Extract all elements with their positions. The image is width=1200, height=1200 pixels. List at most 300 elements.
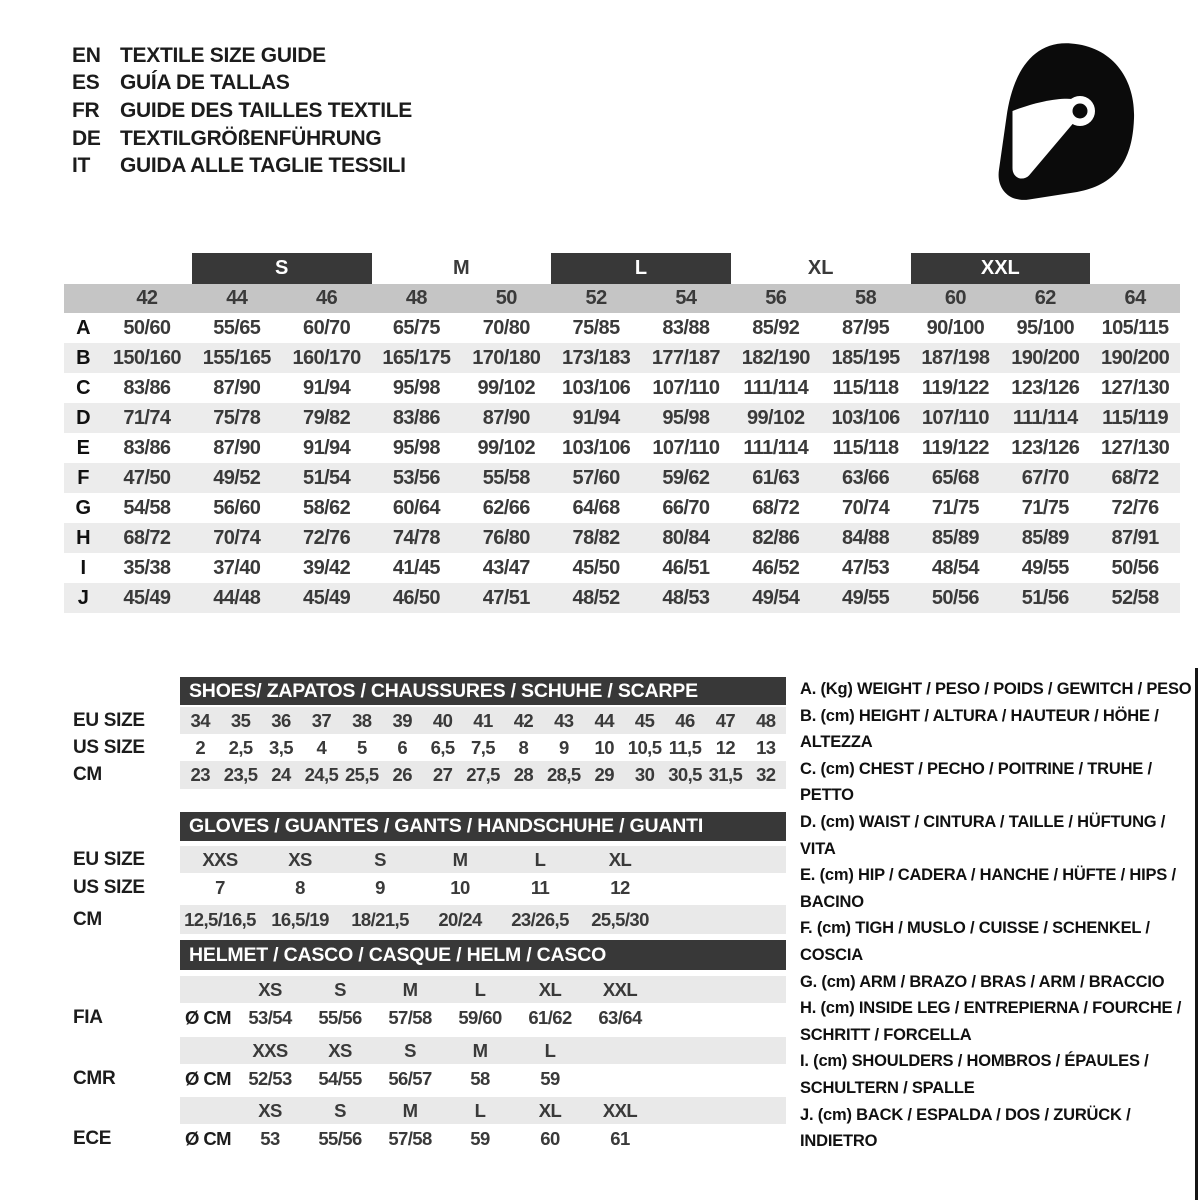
legend-item: I. (cm) SHOULDERS / HOMBROS / ÉPAULES / SCHULTERN / SPALLE [800, 1052, 1149, 1097]
helmet-size-header: L [544, 1039, 556, 1061]
shoes-us-value: 3,5 [269, 736, 293, 758]
value-cell: 48/52 [572, 586, 620, 609]
measure-row-i [64, 553, 1180, 583]
value-cell: 170/180 [472, 346, 541, 369]
helmet-fia-value: 61/62 [528, 1007, 572, 1028]
shoes-us-value: 9 [558, 736, 569, 758]
helmet-size-header: M [472, 1039, 488, 1061]
textile-size-table [64, 253, 1180, 613]
value-cell: 115/118 [832, 376, 899, 399]
language-row [72, 42, 412, 70]
shoes-us-row [180, 734, 786, 761]
value-cell: 150/160 [112, 346, 181, 369]
row-label: B [76, 346, 90, 369]
legend-item: G. (cm) ARM / BRAZO / BRAS / ARM / BRACCIO [800, 972, 1165, 991]
shoes-eu-row [180, 707, 786, 734]
value-cell: 103/106 [562, 376, 631, 399]
value-cell: 155/165 [202, 346, 271, 369]
corner-cell [64, 284, 102, 313]
value-cell: 55/58 [482, 466, 530, 489]
helmet-cmr-value: 58 [470, 1068, 490, 1089]
size-number: 58 [855, 287, 877, 309]
size-number: 46 [316, 287, 338, 309]
value-cell: 103/106 [562, 436, 631, 459]
value-cell: 123/126 [1011, 436, 1080, 459]
value-cell: 75/85 [572, 316, 620, 339]
language-title: GUÍA DE TALLAS [120, 71, 290, 95]
value-cell: 99/102 [746, 406, 805, 429]
value-cell: 48/53 [662, 586, 710, 609]
helmet-cmr-value: 56/57 [388, 1068, 432, 1089]
shoes-us-value: 5 [356, 736, 367, 758]
value-cell: 61/63 [752, 466, 800, 489]
gloves-eu-value: XL [608, 848, 632, 870]
value-cell: 46/52 [752, 556, 800, 579]
shoes-eu-value: 48 [756, 709, 776, 731]
value-cell: 49/55 [842, 586, 890, 609]
legend-item: C. (cm) CHEST / PECHO / POITRINE / TRUHE / PETTO [800, 759, 1152, 805]
helmet-ece-value: 61 [610, 1128, 630, 1149]
legend-item: J. (cm) BACK / ESPALDA / DOS / ZURÜCK / INDIETRO [800, 1105, 1131, 1151]
row-label: D [76, 406, 90, 429]
shoes-cm-value: 28 [513, 764, 534, 785]
value-cell: 45/49 [123, 586, 171, 609]
gloves-us-value: 12 [610, 877, 630, 898]
helmet-size-table [64, 940, 786, 1156]
value-cell: 107/110 [652, 376, 720, 399]
row-label: I [80, 556, 86, 579]
row-label: J [77, 586, 89, 609]
value-cell: 107/110 [921, 406, 989, 429]
row-label: C [76, 376, 90, 399]
shoes-us-value: 12 [715, 736, 736, 758]
value-cell: 107/110 [652, 436, 720, 459]
helmet-cmr-sizes-row [180, 1037, 786, 1064]
row-label: E [76, 436, 90, 459]
helmet-size-header: XXL [602, 1099, 638, 1121]
legend-item: B. (cm) HEIGHT / ALTURA / HAUTEUR / HÖHE / ALTEZZA [800, 706, 1159, 752]
value-cell: 165/175 [382, 346, 451, 369]
shoes-us-value: 10,5 [627, 736, 662, 758]
value-cell: 39/42 [303, 556, 351, 579]
shoes-cm-value: 27 [432, 764, 453, 785]
size-group-xxl: XXL [911, 253, 1091, 284]
measure-row-d [64, 403, 1180, 433]
value-cell: 123/126 [1011, 376, 1080, 399]
language-row [72, 125, 412, 153]
gloves-cm-label: CM [73, 908, 102, 930]
gloves-cm-value: 23/26,5 [511, 908, 569, 930]
gloves-eu-row [180, 846, 786, 873]
language-code: DE [72, 126, 101, 150]
row-label: G [75, 496, 91, 519]
gloves-cm-value: 25,5/30 [591, 908, 649, 930]
value-cell: 65/75 [392, 316, 440, 339]
value-cell: 72/76 [1111, 496, 1159, 519]
shoes-us-value: 2 [195, 736, 206, 758]
measure-row-f [64, 463, 1180, 493]
shoes-cm-value: 25,5 [344, 764, 379, 785]
value-cell: 127/130 [1101, 436, 1170, 459]
gloves-eu-value: S [374, 848, 386, 870]
helmet-size-header: XS [328, 1039, 352, 1061]
language-title: TEXTILGRÖßENFÜHRUNG [120, 126, 382, 150]
helmet-ece-value: 57/58 [388, 1128, 432, 1149]
value-cell: 105/115 [1101, 316, 1169, 339]
gloves-title-bar: GLOVES / GUANTES / GANTS / HANDSCHUHE / GUANTI [180, 812, 786, 841]
gloves-eu-value: XXS [202, 848, 238, 870]
shoes-eu-value: 44 [594, 709, 614, 731]
value-cell: 87/95 [842, 316, 890, 339]
helmet-fia-values-row [180, 1003, 786, 1033]
value-cell: 60/64 [392, 496, 440, 519]
helmet-size-header: L [474, 1099, 486, 1121]
value-cell: 60/70 [303, 316, 351, 339]
helmet-size-header: XL [538, 1099, 562, 1121]
shoes-cm-value: 32 [756, 764, 776, 785]
empty-unit-cell [180, 1037, 235, 1064]
value-cell: 71/74 [123, 406, 171, 429]
value-cell: 72/76 [303, 526, 351, 549]
size-number: 44 [226, 287, 248, 309]
shoes-eu-value: 43 [554, 709, 574, 731]
shoes-cm-row [180, 761, 786, 789]
shoes-us-value: 11,5 [668, 736, 702, 758]
value-cell: 74/78 [392, 526, 440, 549]
diameter-cm-label: Ø CM [185, 1128, 231, 1149]
fia-label: FIA [73, 1007, 103, 1028]
value-cell: 43/47 [482, 556, 530, 579]
value-cell: 78/82 [572, 526, 620, 549]
language-code: ES [72, 71, 100, 95]
value-cell: 46/50 [392, 586, 440, 609]
value-cell: 87/90 [213, 436, 261, 459]
size-number: 64 [1124, 287, 1146, 309]
value-cell: 80/84 [662, 526, 710, 549]
value-cell: 67/70 [1021, 466, 1069, 489]
shoes-eu-value: 41 [473, 709, 493, 731]
helmet-size-header: S [334, 1099, 346, 1121]
shoes-us-value: 6 [397, 736, 408, 758]
value-cell: 83/88 [662, 316, 710, 339]
measure-row-g [64, 493, 1180, 523]
size-number: 42 [136, 287, 158, 309]
helmet-ece-value: 53 [260, 1128, 280, 1149]
helmet-size-header: S [334, 978, 346, 1000]
diameter-cm-label: Ø CM [185, 1068, 231, 1089]
shoes-eu-value: 40 [432, 709, 453, 731]
shoes-title-bar: SHOES/ ZAPATOS / CHAUSSURES / SCHUHE / SCARPE [180, 677, 786, 705]
language-row [72, 152, 412, 180]
size-group-header-row [64, 253, 1180, 284]
helmet-fia-value: 55/56 [318, 1007, 362, 1028]
value-cell: 87/91 [1111, 526, 1159, 549]
value-cell: 50/56 [1111, 556, 1159, 579]
value-cell: 71/75 [1021, 496, 1069, 519]
value-cell: 57/60 [572, 466, 620, 489]
measure-row-e [64, 433, 1180, 463]
helmet-size-header: XS [258, 1099, 282, 1121]
racing-helmet-icon [975, 33, 1155, 213]
size-number: 62 [1034, 287, 1056, 309]
value-cell: 59/62 [662, 466, 710, 489]
gloves-us-value: 9 [375, 877, 385, 898]
value-cell: 95/98 [662, 406, 710, 429]
value-cell: 45/49 [303, 586, 351, 609]
value-cell: 95/98 [392, 436, 440, 459]
value-cell: 49/52 [213, 466, 261, 489]
legend-item: A. (Kg) WEIGHT / PESO / POIDS / GEWITCH / PESO [800, 680, 1192, 698]
value-cell: 190/200 [1101, 346, 1170, 369]
legend-item: H. (cm) INSIDE LEG / ENTREPIERNA / FOURCHE / SCHRITT / FORCELLA [800, 999, 1182, 1044]
shoes-cm-value: 28,5 [546, 764, 581, 785]
measure-row-j [64, 583, 1180, 613]
value-cell: 44/48 [213, 586, 261, 609]
value-cell: 53/56 [392, 466, 440, 489]
gloves-eu-value: XS [288, 848, 312, 870]
value-cell: 190/200 [1011, 346, 1080, 369]
shoes-us-value: 7,5 [471, 736, 495, 758]
gloves-cm-value: 16,5/19 [271, 908, 329, 930]
shoes-cm-value: 23,5 [223, 764, 258, 785]
helmet-size-header: XS [258, 978, 282, 1000]
helmet-size-header: XXL [602, 978, 638, 1000]
shoes-eu-value: 45 [634, 709, 655, 731]
size-number: 60 [944, 287, 966, 309]
shoes-cm-label: CM [73, 764, 102, 785]
value-cell: 66/70 [662, 496, 710, 519]
shoes-cm-value: 27,5 [466, 764, 500, 785]
value-cell: 76/80 [482, 526, 530, 549]
shoes-eu-value: 38 [352, 709, 372, 731]
shoes-us-value: 2,5 [228, 736, 253, 758]
value-cell: 58/62 [303, 496, 351, 519]
gloves-size-table [64, 812, 786, 937]
measurement-legend [800, 676, 1200, 1155]
gloves-us-value: 7 [215, 877, 225, 898]
value-cell: 51/54 [303, 466, 351, 489]
value-cell: 56/60 [213, 496, 261, 519]
shoes-us-value: 13 [756, 736, 776, 758]
shoes-cm-value: 31,5 [708, 764, 743, 785]
value-cell: 91/94 [303, 436, 351, 459]
empty-unit-cell [180, 976, 235, 1003]
helmet-fia-sizes-row [180, 976, 786, 1003]
helmet-cmr-value: 59 [540, 1068, 560, 1089]
value-cell: 63/66 [842, 466, 890, 489]
language-title: TEXTILE SIZE GUIDE [120, 43, 326, 67]
legend-item: D. (cm) WAIST / CINTURA / TAILLE / HÜFTUNG / VITA [800, 812, 1166, 858]
value-cell: 83/86 [123, 436, 171, 459]
value-cell: 41/45 [392, 556, 440, 579]
page-edge-line [1195, 668, 1198, 1200]
value-cell: 37/40 [213, 556, 261, 579]
shoes-size-table [64, 677, 786, 792]
gloves-cm-value: 20/24 [438, 908, 482, 930]
shoes-eu-value: 39 [392, 709, 412, 731]
shoes-eu-value: 46 [675, 709, 695, 731]
size-group-m: M [452, 257, 470, 279]
value-cell: 160/170 [292, 346, 361, 369]
helmet-fia-value: 53/54 [248, 1007, 292, 1028]
empty-unit-cell [180, 1097, 235, 1124]
gloves-eu-value: L [534, 848, 546, 870]
helmet-ece-values-row [180, 1124, 786, 1154]
gloves-us-value: 11 [530, 877, 550, 898]
language-title: GUIDA ALLE TAGLIE TESSILI [120, 154, 406, 178]
value-cell: 47/50 [123, 466, 171, 489]
diameter-cm-label: Ø CM [185, 1007, 231, 1028]
shoes-eu-value: 42 [513, 709, 534, 731]
value-cell: 75/78 [213, 406, 261, 429]
value-cell: 64/68 [572, 496, 620, 519]
value-cell: 87/90 [482, 406, 530, 429]
shoes-cm-value: 23 [190, 764, 210, 785]
value-cell: 99/102 [477, 436, 536, 459]
size-number: 50 [495, 287, 517, 309]
value-cell: 119/122 [921, 376, 989, 399]
gloves-us-size-label: US SIZE [73, 877, 145, 898]
helmet-cmr-values-row [180, 1064, 786, 1094]
value-cell: 71/75 [931, 496, 979, 519]
value-cell: 95/100 [1016, 316, 1075, 339]
value-cell: 62/66 [482, 496, 530, 519]
helmet-size-header: XXS [252, 1039, 288, 1061]
value-cell: 70/74 [842, 496, 890, 519]
helmet-cmr-value [585, 1064, 655, 1094]
gloves-us-value: 10 [450, 877, 470, 898]
value-cell: 82/86 [752, 526, 800, 549]
shoes-cm-value: 30,5 [668, 764, 702, 785]
value-cell: 85/89 [931, 526, 979, 549]
value-cell: 45/50 [572, 556, 620, 579]
language-list [72, 42, 412, 180]
gloves-cm-value: 12,5/16,5 [184, 908, 256, 930]
value-cell: 91/94 [572, 406, 620, 429]
measure-row-a [64, 313, 1180, 343]
value-cell: 70/74 [213, 526, 261, 549]
measure-row-b [64, 343, 1180, 373]
gloves-cm-value: 18/21,5 [351, 908, 409, 930]
helmet-title-bar: HELMET / CASCO / CASQUE / HELM / CASCO [180, 940, 786, 970]
shoes-cm-value: 29 [594, 764, 614, 785]
language-title: GUIDE DES TAILLES TEXTILE [120, 98, 412, 122]
legend-item: E. (cm) HIP / CADERA / HANCHE / HÜFTE / HIPS / BACINO [800, 866, 1176, 911]
shoes-eu-size-label: EU SIZE [73, 709, 145, 731]
value-cell: 185/195 [831, 346, 900, 369]
value-cell: 48/54 [931, 556, 979, 579]
gloves-us-value: 8 [295, 877, 305, 898]
gloves-eu-size-label: EU SIZE [73, 848, 145, 870]
size-number: 52 [585, 287, 607, 309]
value-cell: 177/187 [651, 346, 720, 369]
value-cell: 35/38 [123, 556, 171, 579]
value-cell: 182/190 [741, 346, 810, 369]
language-code: FR [72, 98, 100, 122]
value-cell: 49/54 [752, 586, 800, 609]
helmet-ece-value: 59 [470, 1128, 490, 1149]
language-row [72, 70, 412, 98]
shoes-cm-value: 26 [392, 764, 412, 785]
helmet-fia-value: 59/60 [458, 1007, 502, 1028]
gloves-cm-row [180, 905, 786, 934]
value-cell: 85/89 [1021, 526, 1069, 549]
value-cell: 68/72 [1111, 466, 1159, 489]
value-cell: 51/56 [1021, 586, 1069, 609]
gloves-eu-value: M [452, 848, 468, 870]
shoes-eu-value: 35 [230, 709, 251, 731]
size-group-xl: XL [807, 257, 834, 279]
helmet-cmr-value: 54/55 [318, 1068, 362, 1089]
value-cell: 68/72 [123, 526, 171, 549]
value-cell: 115/119 [1102, 406, 1169, 429]
gloves-us-row [180, 873, 786, 903]
value-cell: 90/100 [926, 316, 985, 339]
helmet-size-header: L [474, 978, 486, 1000]
shoes-us-size-label: US SIZE [73, 736, 145, 758]
shoes-us-value: 4 [316, 736, 327, 758]
value-cell: 47/51 [482, 586, 530, 609]
value-cell: 119/122 [921, 436, 989, 459]
shoes-us-value: 8 [518, 736, 529, 758]
value-cell: 47/53 [842, 556, 890, 579]
language-code: IT [72, 154, 91, 178]
value-cell: 83/86 [123, 376, 171, 399]
value-cell: 49/55 [1021, 556, 1069, 579]
measure-row-h [64, 523, 1180, 553]
value-cell: 187/198 [921, 346, 990, 369]
helmet-fia-value: 57/58 [388, 1007, 432, 1028]
helmet-ece-value: 55/56 [318, 1128, 362, 1149]
shoes-us-value: 6,5 [430, 736, 455, 758]
value-cell: 83/86 [392, 406, 440, 429]
value-cell: 91/94 [303, 376, 351, 399]
size-number-row [64, 284, 1180, 313]
value-cell: 50/60 [123, 316, 171, 339]
cmr-label: CMR [73, 1068, 116, 1089]
value-cell: 111/114 [743, 436, 809, 459]
value-cell: 46/51 [662, 556, 710, 579]
value-cell: 95/98 [392, 376, 440, 399]
shoes-us-value: 10 [594, 736, 614, 758]
ece-label: ECE [73, 1128, 112, 1149]
value-cell: 52/58 [1111, 586, 1159, 609]
value-cell: 103/106 [831, 406, 900, 429]
helmet-size-header: S [404, 1039, 416, 1061]
helmet-size-header: M [402, 1099, 418, 1121]
value-cell: 87/90 [213, 376, 261, 399]
shoes-cm-value: 24 [271, 764, 291, 785]
shoes-eu-value: 47 [715, 709, 736, 731]
value-cell: 70/80 [482, 316, 530, 339]
value-cell: 84/88 [842, 526, 890, 549]
language-code: EN [72, 43, 101, 67]
shoes-eu-value: 36 [271, 709, 291, 731]
value-cell: 68/72 [752, 496, 800, 519]
measure-row-c [64, 373, 1180, 403]
shoes-eu-value: 37 [311, 709, 332, 731]
row-label: H [76, 526, 90, 549]
row-label: A [76, 316, 90, 339]
value-cell: 173/183 [562, 346, 631, 369]
value-cell: 54/58 [123, 496, 171, 519]
size-number: 56 [765, 287, 787, 309]
value-cell: 115/118 [832, 436, 899, 459]
value-cell: 79/82 [303, 406, 351, 429]
helmet-fia-value: 63/64 [598, 1007, 642, 1028]
row-label: F [77, 466, 89, 489]
helmet-ece-sizes-row [180, 1097, 786, 1124]
